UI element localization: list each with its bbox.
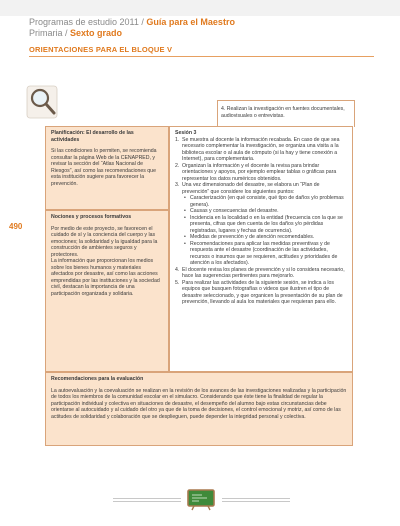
session-heading: Sesión 3 xyxy=(175,130,197,136)
header-line-2: Primaria / Sexto grado xyxy=(29,28,123,38)
list-item: 4. El docente revisa los planes de prevención y si lo considera necesario, hace las sugerencias pertinentes para mejorarlo. xyxy=(175,266,345,279)
nociones-text-1: Por medio de este proyecto, se favorecen el cuidado de sí y la conciencia del cuerpo y las emociones; la solidaridad y la igualdad para la construcción de ambientes seguros y protectores. xyxy=(51,225,158,258)
bullet-item: • Medidas de prevención y de atención recomendables. xyxy=(184,234,315,240)
footer-rule-left xyxy=(113,498,181,502)
planning-heading: Planificación: El desarrollo de las actividades xyxy=(51,130,134,143)
bullet-item: • Recomendaciones para aplicar las medidas preventivas y de respuesta ante el desastre (coordinación de las actividades, recursos o insumos que se requieren, actitudes y prioridades de atención a los afectados). xyxy=(184,240,338,266)
evaluation-heading: Recomendaciones para la evaluación xyxy=(51,376,144,382)
top-item: 4. Realizan la investigación en fuentes documentales, audiovisuales o entrevistas. xyxy=(221,106,345,119)
orientation-table xyxy=(45,100,353,420)
nociones-cell xyxy=(45,210,169,372)
header-band xyxy=(0,0,400,16)
header-line-1: Programas de estudio 2011 / Guía para el Maestro xyxy=(29,17,235,27)
bullet-item: • Causas y consecuencias del desastre. xyxy=(184,208,279,214)
section-title: ORIENTACIONES PARA EL BLOQUE V xyxy=(29,45,173,54)
nociones-text-2: La información que proporcionan los medios sobre los bienes humanos y materiales afectados por desastre, así como las acciones emprendidas por las instituciones y la sociedad civil, destacan la importancia de una participación organizada y solidaria. xyxy=(51,258,160,297)
chalkboard-icon xyxy=(187,489,215,511)
list-item: 2. Organizan la información y el docente la revisa para brindar orientaciones y apoyos, por ejemplo emplear tablas o gráficas para representar los datos numéricos obtenidos. xyxy=(175,162,337,182)
page-number: 490 xyxy=(9,222,23,231)
list-item: 1. Se muestra al docente la información recabada. En caso de que sea necesario complementar la investigación, se organiza una visita a la biblioteca escolar o al aula de cómputo (si la hay y tiene conexión a Internet), para complementaria. xyxy=(175,136,340,162)
planning-text: Si las condiciones lo permiten, se recomienda consultar la página Web de la CENAPRED, y revisar la sección del “Atlas Nacional de Riesgos”, así como las recomendaciones que esta institución sugiere para favorecer la prevención. xyxy=(51,148,157,187)
planning-cell xyxy=(45,126,169,210)
guide-title: Guía para el Maestro xyxy=(146,17,235,27)
section-divider xyxy=(29,56,374,57)
grade-title: Sexto grado xyxy=(70,28,123,38)
nociones-heading: Nociones y procesos formativos xyxy=(51,214,132,220)
footer-rule-right xyxy=(222,498,290,502)
session-cell xyxy=(169,126,353,372)
table-top-cell xyxy=(217,100,355,127)
list-item: 5. Para realizar las actividades de la siguiente sesión, se indica a los equipos que busquen fotografías o videos que ilustren el tipo de desastre seleccionado, y que organicen la presentación de su plan de prevención, llevando al aula los materiales que requieran para ello. xyxy=(175,279,343,305)
bullet-item: • Caracterización (en qué consiste, qué tipo de daños y/o problemas genera). xyxy=(184,195,344,208)
list-item: 3. Una vez dimensionado del desastre, se elabora un “Plan de prevención” que considere los siguientes puntos: xyxy=(175,182,320,195)
bullet-item: • Incidencia en la localidad o en la entidad (frecuencia con la que se presenta, cifras que den cuenta de los daños y/o pérdidas registradas, lugares y fechas de ocurrencia). xyxy=(184,214,343,234)
evaluation-text: La autoevaluación y la coevaluación se realizan en la revisión de los avances de las investigaciones realizadas y la participación de todos los miembros de la comunidad escolar en el simulacro. Considerando que éste tiene la finalidad de regular la participación individual y colectiva en situaciones de desastre, el desempeño del alumno bajo estas circunstancias debe orientarse al autocuidado y al cuidado del otro ya que de la toma de decisiones, el control emocional y motriz, así como de las actitudes de solidaridad y colaboración que se desplieguen, puede depender la integridad personal y colectiva. xyxy=(51,387,347,420)
evaluation-cell xyxy=(45,372,353,446)
